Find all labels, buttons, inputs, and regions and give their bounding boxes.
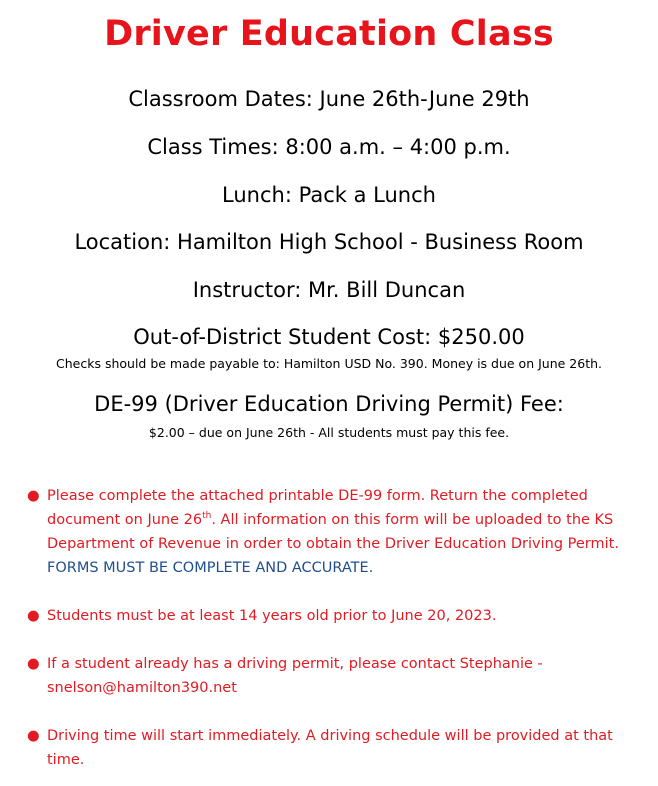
student-cost: Out-of-District Student Cost: $250.00: [133, 325, 525, 349]
bullet-text: Students must be at least 14 years old prior to June 20, 2023.: [47, 608, 497, 624]
requirements-list: [22, 484, 642, 772]
bullet-text: . All information on this form will be uploaded to the KS Department of Revenue in order to obtain the Driver Education Driving Permit.: [47, 512, 619, 552]
classroom-dates: Classroom Dates: June 26th-June 29th: [128, 87, 530, 111]
bullet-icon: ●: [27, 488, 40, 504]
bullet-icon: ●: [27, 728, 40, 744]
list-item: [22, 604, 642, 628]
list-item: [22, 484, 642, 580]
lunch-info: Lunch: Pack a Lunch: [222, 183, 436, 207]
bullet-text: Driving time will start immediately. A driving schedule will be provided at that time.: [47, 728, 613, 768]
instructor-info: Instructor: Mr. Bill Duncan: [192, 278, 466, 302]
fee-note: $2.00 – due on June 26th - All students must pay this fee.: [148, 425, 510, 440]
bullet-text: Please complete the attached printable DE-99 form. Return the completed document on June 26: [47, 488, 588, 528]
bullet-text: If a student already has a driving permit, please contact Stephanie - snelson@hamilton390.net: [47, 656, 543, 696]
checks-note: Checks should be made payable to: Hamilton USD No. 390. Money is due on June 26th.: [56, 356, 602, 371]
bullet-icon: ●: [27, 656, 40, 672]
class-times: Class Times: 8:00 a.m. – 4:00 p.m.: [147, 135, 511, 159]
fee-heading: DE-99 (Driver Education Driving Permit) Fee:: [94, 392, 564, 416]
bullet-icon: ●: [27, 608, 40, 624]
ordinal-suffix: th: [202, 511, 212, 522]
forms-warning: FORMS MUST BE COMPLETE AND ACCURATE.: [47, 560, 374, 576]
list-item: [22, 652, 642, 700]
page-title: Driver Education Class: [104, 14, 554, 54]
list-item: [22, 724, 642, 772]
location-info: Location: Hamilton High School - Business Room: [74, 230, 584, 254]
